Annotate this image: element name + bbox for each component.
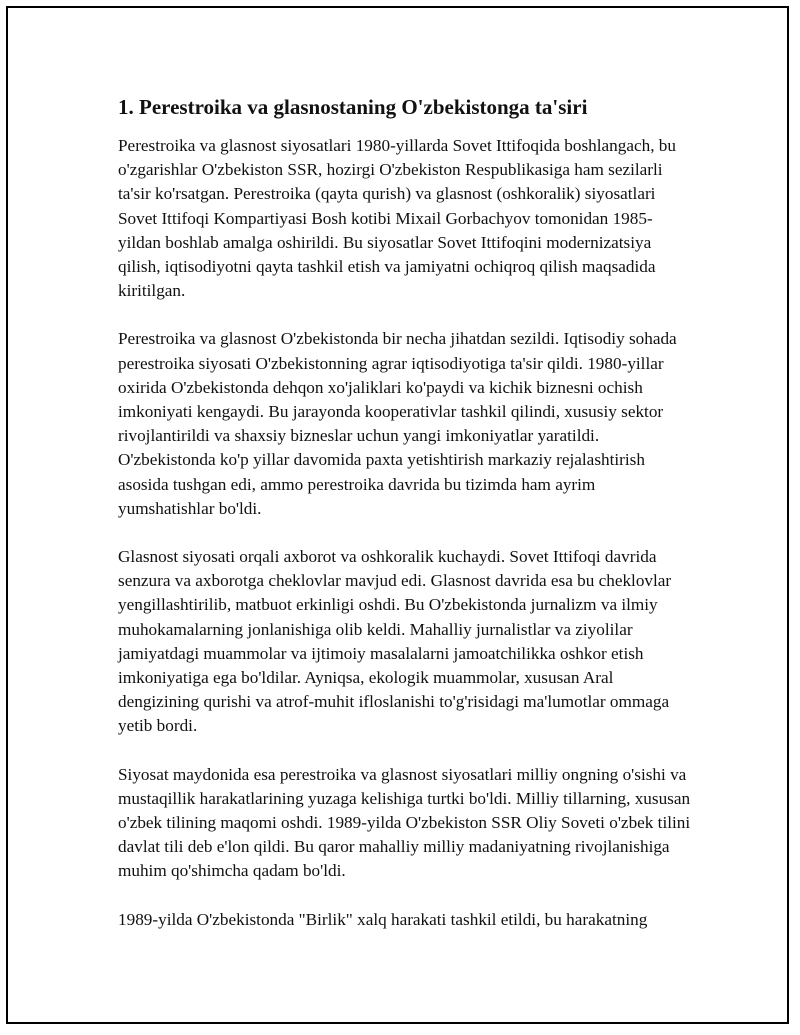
paragraph-1: Perestroika va glasnost siyosatlari 1980-yillarda Sovet Ittifoqida boshlangach, bu o'zgarishlar O'zbekiston SSR, hozirgi O'zbekiston Respublikasiga ham sezilarli ta'sir ko'rsatgan. Perestroika (qayta qurish) va glasnost (oshkoralik) siyosatlari Sovet Ittifoqi Kompartiyasi Bosh kotibi Mixail Gorbachyov tomonidan 1985-yildan boshlab amalga oshirildi. Bu siyosatlar Sovet Ittifoqini modernizatsiya qilish, iqtisodiyotni qayta tashkil etish va jamiyatni ochiqroq qilish maqsadida kiritilgan. [118, 136, 676, 301]
paragraph-2: Perestroika va glasnost O'zbekistonda bir necha jihatdan sezildi. Iqtisodiy sohada perestroika siyosati O'zbekistonning agrar iqtisodiyotiga ta'sir qildi. 1980-yillar oxirida O'zbekistonda dehqon xo'jaliklari ko'paydi va kichik biznesni ochish imkoniyati kengaydi. Bu jarayonda kooperativlar tashkil qilindi, xususiy sektor rivojlantirildi va shaxsiy bizneslar uchun yangi imkoniyatlar yaratildi. O'zbekistonda ko'p yillar davomida paxta yetishtirish markaziy rejalashtirish asosida tushgan edi, ammo perestroika davrida bu tizimda ham ayrim yumshatishlar bo'ldi. [118, 329, 677, 518]
paragraph-4: Siyosat maydonida esa perestroika va glasnost siyosatlari milliy ongning o'sishi va mustaqillik harakatlarining yuzaga kelishiga turtki bo'ldi. Milliy tillarning, xususan o'zbek tilining maqomi oshdi. 1989-yilda O'zbekiston SSR Oliy Soveti o'zbek tilini davlat tili deb e'lon qildi. Bu qaror mahalliy milliy madaniyatning rivojlanishiga muhim qo'shimcha qadam bo'ldi. [118, 764, 691, 881]
paragraph-3: Glasnost siyosati orqali axborot va oshkoralik kuchaydi. Sovet Ittifoqi davrida senzura va axborotga cheklovlar mavjud edi. Glasnost davrida esa bu cheklovlar yengillashtirilib, matbuot erkinligi oshdi. Bu O'zbekistonda jurnalizm va ilmiy muhokamalarning jonlanishiga olib keldi. Mahalliy jurnalistlar va ziyolilar jamiyatdagi muammolar va ijtimoiy masalalarni jamoatchilikka oshkor etish imkoniyatiga ega bo'ldilar. Ayniqsa, ekologik muammolar, xususan Aral dengizining qurishi va atrof-muhit ifloslanishi to'g'risidagi ma'lumotlar ommaga yetib bordi. [118, 547, 672, 736]
section-heading: 1. Perestroika va glasnostaning O'zbekistonga ta'siri [118, 95, 588, 119]
paragraph-5: 1989-yilda O'zbekistonda "Birlik" xalq harakati tashkil etildi, bu harakatning [118, 909, 648, 929]
document-body [118, 94, 693, 956]
